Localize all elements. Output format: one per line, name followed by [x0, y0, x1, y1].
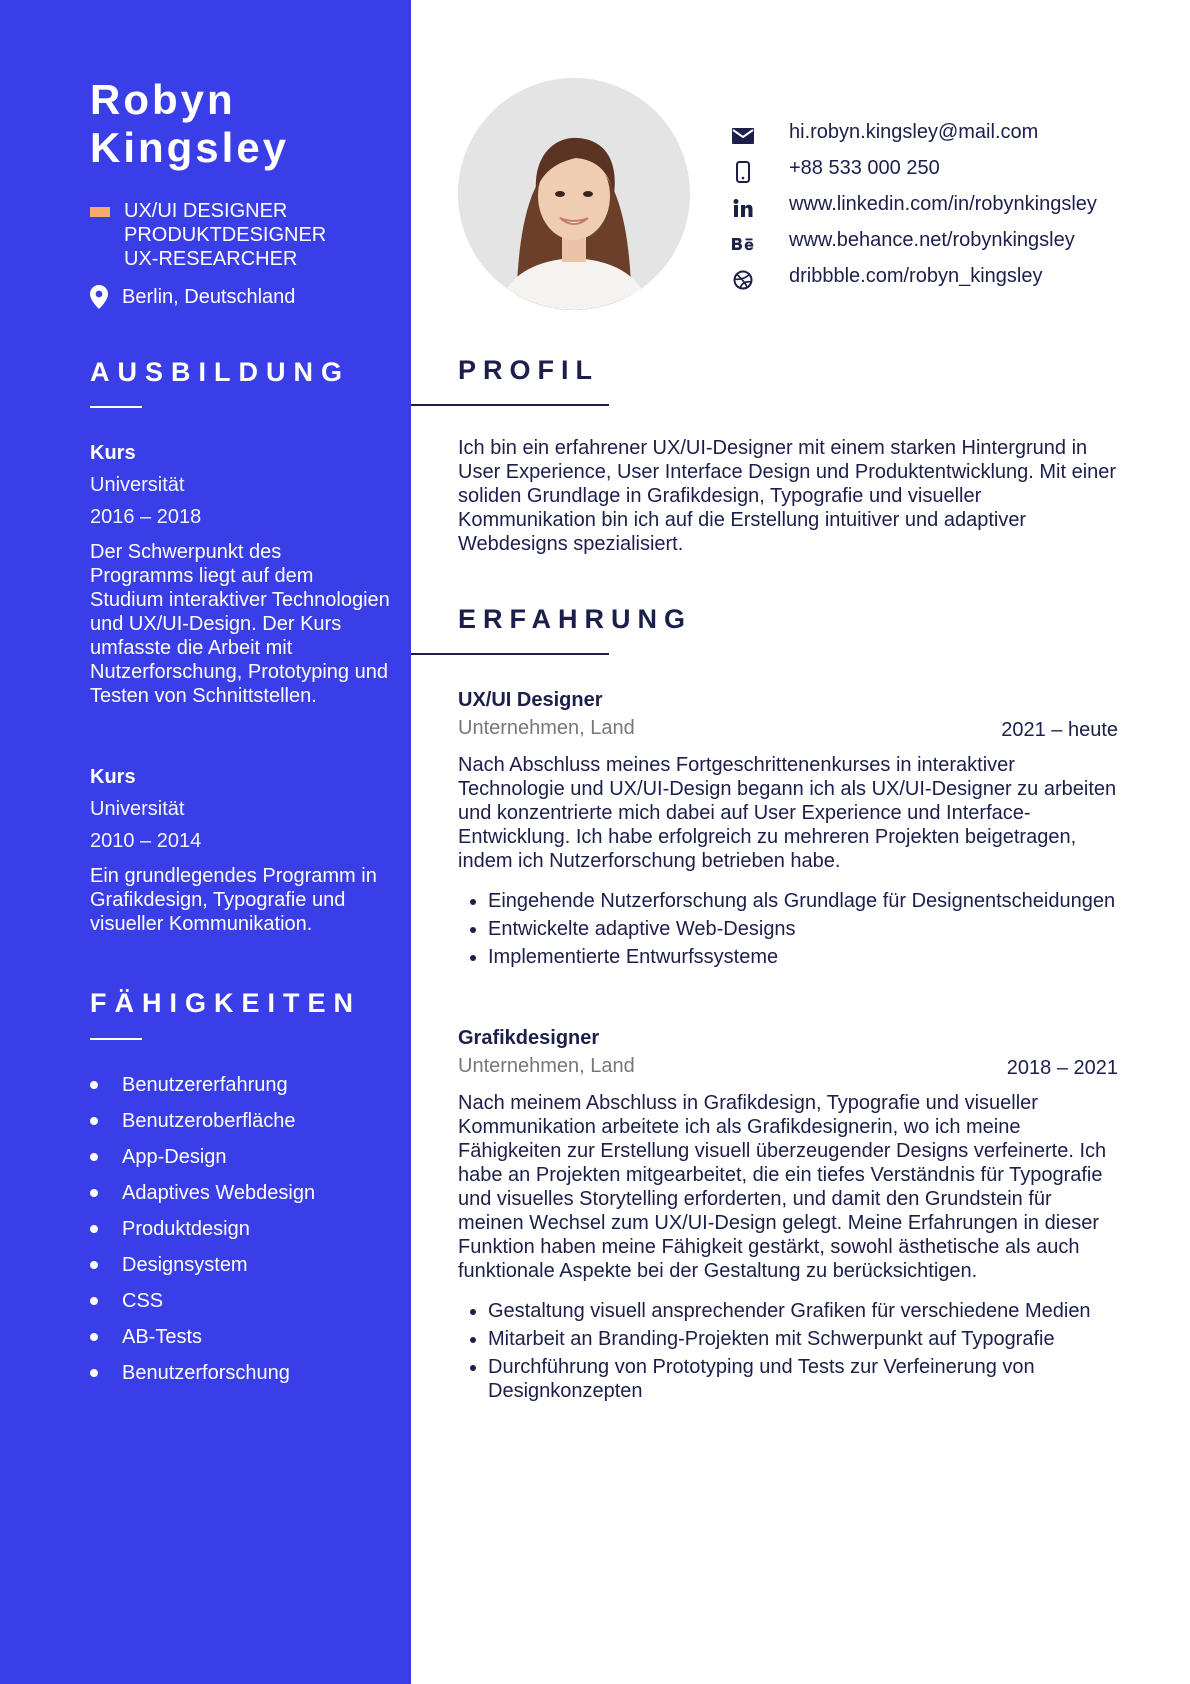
- skill-label: App-Design: [122, 1146, 227, 1168]
- job-bullet: • Entwickelte adaptive Web-Designs: [488, 917, 1118, 941]
- linkedin-icon: [731, 198, 755, 218]
- skill-label: CSS: [122, 1290, 164, 1312]
- job-meta: [458, 715, 1118, 743]
- job-bullet: • Eingehende Nutzerforschung als Grundlage für Designentscheidungen: [488, 889, 1118, 913]
- profile-text: Ich bin ein erfahrener UX/UI-Designer mit einem starken Hintergrund in User Experience, User Interface Design und Produktentwicklung. Mit einer soliden Grundlage in Grafikdesign, Typografie und visueller Kommunikation bin ich auf die Erstellung intuitiver und adaptiver Webdesigns spezialisiert.: [458, 437, 1117, 555]
- skill-item: [90, 1142, 315, 1178]
- education-heading: AUSBILDUNG: [90, 357, 350, 387]
- portrait-illustration: [458, 78, 690, 310]
- location-text: Berlin, Deutschland: [122, 285, 296, 308]
- job-description: Nach Abschluss meines Fortgeschrittenenkurses in interaktiver Technologie und UX/UI-Design begann ich als UX/UI-Designer zu arbeiten und konzentrierte mich dabei auf User Experience und Interface-Entwicklung. Ich habe erfolgreich zu mehreren Projekten beigetragen, indem ich Nutzerforschung betrieben habe.: [458, 754, 1117, 872]
- bullet-dot: [90, 1189, 98, 1197]
- behance-icon: [731, 234, 755, 254]
- bullet-dot: [90, 1117, 98, 1125]
- skill-label: Benutzeroberfläche: [122, 1110, 296, 1132]
- education-title: Kurs: [90, 766, 136, 788]
- education-description: Der Schwerpunkt des Programms liegt auf dem Studium interaktiver Technologien und UX/UI-Design. Der Kurs umfasste die Arbeit mit Nutzerforschung, Prototyping und Testen von Schnittstellen.: [90, 541, 390, 707]
- contact-email-text[interactable]: hi.robyn.kingsley@mail.com: [789, 121, 1039, 143]
- education-description: Ein grundlegendes Programm in Grafikdesign, Typografie und visueller Kommunikation.: [90, 865, 377, 935]
- role-item: PRODUKTDESIGNER: [124, 224, 327, 246]
- education-years: 2010 – 2014: [90, 830, 202, 852]
- sidebar: [0, 0, 411, 1684]
- education-title: Kurs: [90, 442, 136, 464]
- bullet-dot: [90, 1081, 98, 1089]
- dribbble-icon: [731, 270, 755, 290]
- skill-label: Adaptives Webdesign: [122, 1182, 316, 1204]
- skill-item: [90, 1178, 315, 1214]
- job-company: Unternehmen, Land: [458, 1055, 635, 1077]
- profile-heading: PROFIL: [458, 355, 599, 385]
- bullet-dot: [90, 1261, 98, 1269]
- education-school: Universität: [90, 798, 185, 820]
- job-description: Nach meinem Abschluss in Grafikdesign, Typografie und visueller Kommunikation arbeitete ich als Grafikdesignerin, wo ich meine Fähigkeiten zur Erstellung visuell überzeugender Designs verfeinerte. Ich habe an Projekten mitgearbeitet, die ein tiefes Verständnis für Typografie und visuelles Storytelling erforderten, und damit den Grundstein für meinen Wechsel zum UX/UI-Design gelegt. Meine Erfahrungen in dieser Funktion haben meine Fähigkeit gestärkt, sowohl ästhetische als auch funktionale Aspekte bei der Gestaltung zu berücksichtigen.: [458, 1092, 1107, 1282]
- role-item: UX/UI DESIGNER: [124, 200, 288, 222]
- profile-rule: [411, 404, 609, 406]
- experience-item: [458, 1025, 1118, 1407]
- mail-icon: [731, 126, 755, 146]
- job-bullets: [458, 889, 1118, 969]
- experience-rule: [411, 653, 609, 655]
- job-title: UX/UI Designer: [458, 689, 603, 711]
- first-name: Robyn: [90, 76, 236, 123]
- education-school: Universität: [90, 474, 185, 496]
- job-bullet: • Implementierte Entwurfssysteme: [488, 945, 1118, 969]
- role-list: [124, 199, 424, 271]
- contact-phone-text[interactable]: +88 533 000 250: [789, 157, 940, 179]
- skill-label: AB-Tests: [122, 1326, 203, 1348]
- bullet-dot: [90, 1369, 98, 1377]
- last-name: Kingsley: [90, 124, 290, 171]
- job-bullet: • Durchführung von Prototyping und Tests zur Verfeinerung von Designkonzepten: [488, 1355, 1118, 1403]
- job-bullets: [458, 1299, 1118, 1403]
- phone-icon: [731, 162, 755, 182]
- experience-heading: ERFAHRUNG: [458, 604, 693, 634]
- location-pin-icon: [90, 285, 108, 309]
- skill-label: Benutzererfahrung: [122, 1074, 288, 1096]
- job-period: 2021 – heute: [1001, 719, 1118, 741]
- skill-item: [90, 1322, 315, 1358]
- bullet-dot: [90, 1297, 98, 1305]
- skill-item: [90, 1286, 315, 1322]
- job-bullet: • Mitarbeit an Branding-Projekten mit Schwerpunkt auf Typografie: [488, 1327, 1118, 1351]
- education-item: [90, 764, 390, 936]
- job-title: Grafikdesigner: [458, 1027, 600, 1049]
- skills-list: [90, 1070, 315, 1394]
- contact-linkedin-text[interactable]: www.linkedin.com/in/robynkingsley: [789, 193, 1097, 215]
- skill-label: Benutzerforschung: [122, 1362, 290, 1384]
- role-item: UX-RESEARCHER: [124, 248, 298, 270]
- profile-photo: [458, 78, 690, 310]
- contact-dribbble-text[interactable]: dribbble.com/robyn_kingsley: [789, 265, 1043, 287]
- skill-item: [90, 1250, 315, 1286]
- education-item: [90, 440, 390, 708]
- job-bullet: • Gestaltung visuell ansprechender Grafiken für verschiedene Medien: [488, 1299, 1118, 1323]
- person-name: [90, 76, 289, 172]
- skills-heading: FÄHIGKEITEN: [90, 988, 362, 1018]
- job-company: Unternehmen, Land: [458, 717, 635, 739]
- skill-item: [90, 1358, 315, 1394]
- skill-item: [90, 1106, 315, 1142]
- skill-label: Designsystem: [122, 1254, 248, 1276]
- skill-item: [90, 1214, 315, 1250]
- location: [90, 285, 295, 309]
- skills-rule: [90, 1038, 142, 1040]
- bullet-dot: [90, 1153, 98, 1161]
- job-meta: [458, 1053, 1118, 1081]
- experience-item: [458, 687, 1118, 973]
- main-content: [411, 0, 1190, 1684]
- skill-item: [90, 1070, 315, 1106]
- role-marker: [90, 207, 110, 217]
- contact-behance-text[interactable]: www.behance.net/robynkingsley: [789, 229, 1075, 251]
- bullet-dot: [90, 1333, 98, 1341]
- job-period: 2018 – 2021: [1006, 1057, 1118, 1079]
- education-years: 2016 – 2018: [90, 506, 202, 528]
- bullet-dot: [90, 1225, 98, 1233]
- education-rule: [90, 406, 142, 408]
- skill-label: Produktdesign: [122, 1218, 250, 1240]
